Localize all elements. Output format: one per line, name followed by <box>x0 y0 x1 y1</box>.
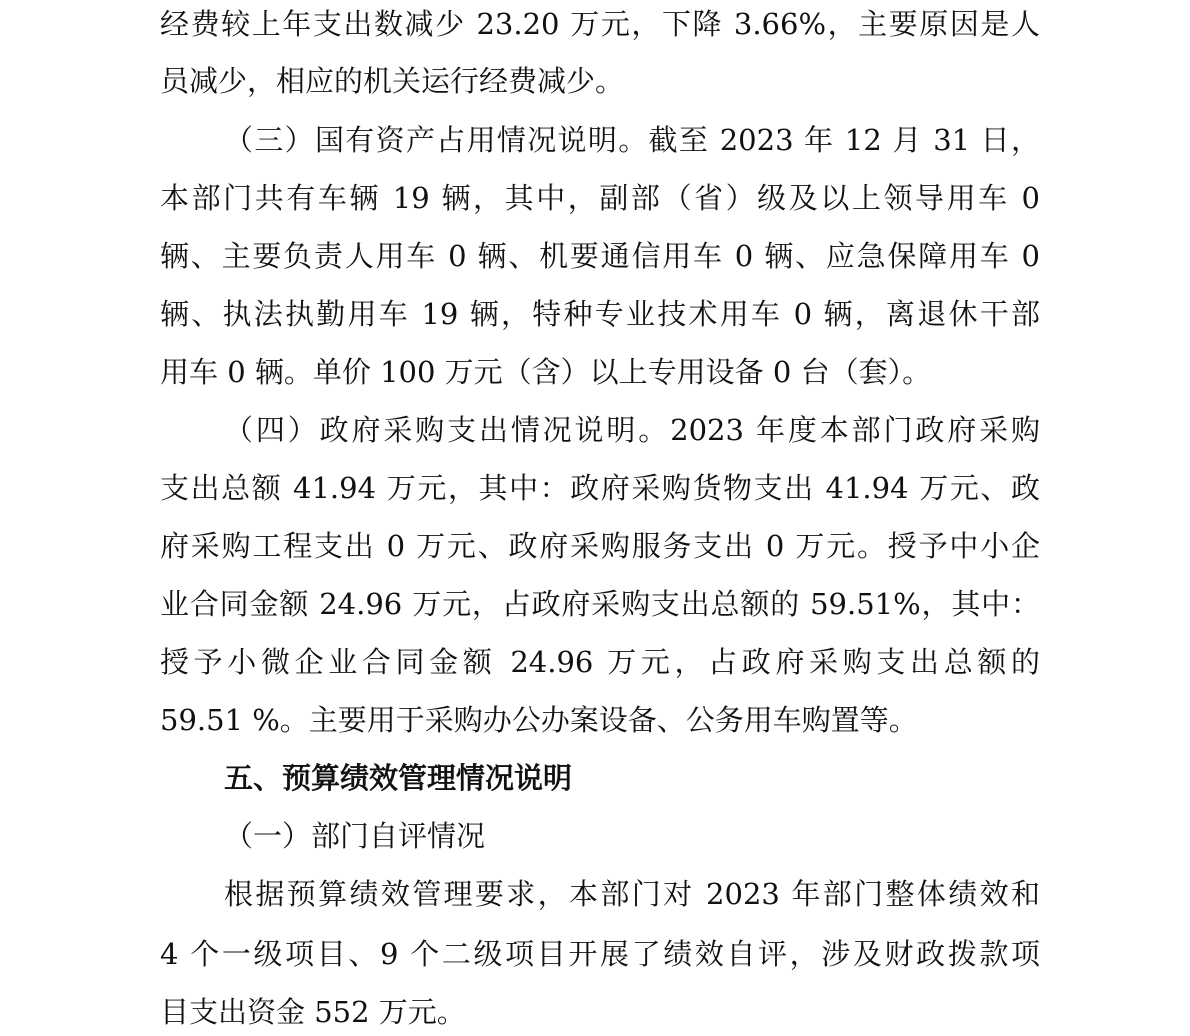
paragraph-line: 4 个一级项目、9 个二级项目开展了绩效自评，涉及财政拨款项 <box>160 937 1040 971</box>
paragraph-line: 经费较上年支出数减少 23.20 万元，下降 3.66%，主要原因是人 <box>160 7 1040 41</box>
paragraph-line: 59.51 %。主要用于采购办公办案设备、公务用车购置等。 <box>160 703 918 737</box>
paragraph-line: 员减少，相应的机关运行经费减少。 <box>160 64 625 98</box>
paragraph-line: 辆、主要负责人用车 0 辆、机要通信用车 0 辆、应急保障用车 0 <box>160 239 1040 273</box>
paragraph-line: 目支出资金 552 万元。 <box>160 995 466 1029</box>
paragraph-line: 授予小微企业合同金额 24.96 万元，占政府采购支出总额的 <box>160 645 1040 679</box>
paragraph-line: 辆、执法执勤用车 19 辆，特种专业技术用车 0 辆，离退休干部 <box>160 297 1040 331</box>
paragraph-line: 根据预算绩效管理要求，本部门对 2023 年部门整体绩效和 <box>224 877 1040 911</box>
paragraph-line: 业合同金额 24.96 万元，占政府采购支出总额的 59.51%，其中： <box>160 587 1040 621</box>
paragraph-line: （四）政府采购支出情况说明。2023 年度本部门政府采购 <box>224 413 1040 447</box>
section-heading: 五、预算绩效管理情况说明 <box>224 761 573 795</box>
subsection-heading: （一）部门自评情况 <box>224 819 486 853</box>
paragraph-line: 本部门共有车辆 19 辆，其中，副部（省）级及以上领导用车 0 <box>160 181 1040 215</box>
paragraph-line: 支出总额 41.94 万元，其中：政府采购货物支出 41.94 万元、政 <box>160 471 1040 505</box>
paragraph-line: （三）国有资产占用情况说明。截至 2023 年 12 月 31 日， <box>224 123 1040 157</box>
paragraph-line: 用车 0 辆。单价 100 万元（含）以上专用设备 0 台（套）。 <box>160 355 932 389</box>
paragraph-line: 府采购工程支出 0 万元、政府采购服务支出 0 万元。授予中小企 <box>160 529 1040 563</box>
